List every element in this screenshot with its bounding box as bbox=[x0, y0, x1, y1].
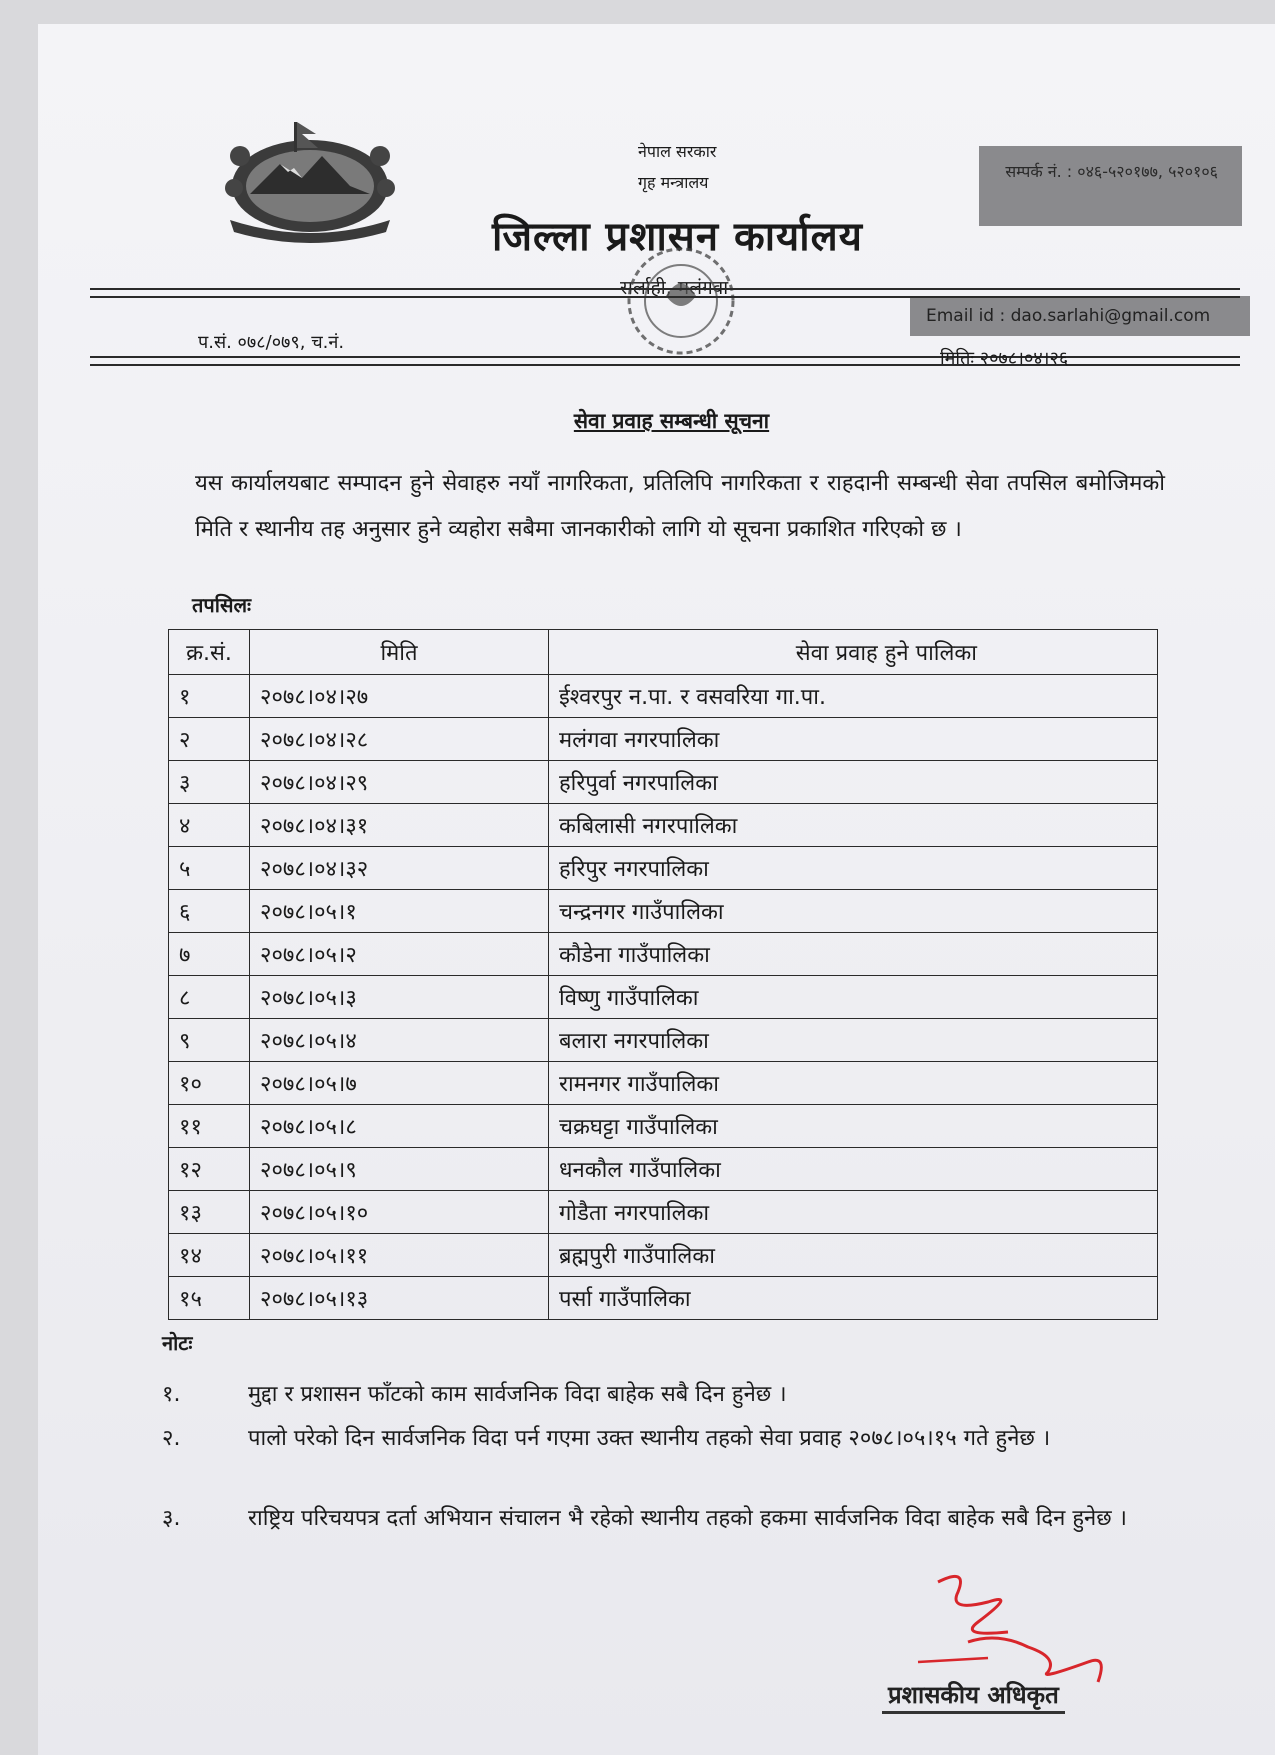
serial-cell: ९ bbox=[169, 1019, 250, 1062]
serial-cell: ६ bbox=[169, 890, 250, 933]
municipality-cell: हरिपुर नगरपालिका bbox=[549, 847, 1158, 890]
date-cell: २०७८।०५।८ bbox=[250, 1105, 549, 1148]
municipality-cell: चक्रघट्टा गाउँपालिका bbox=[549, 1105, 1158, 1148]
table-row bbox=[169, 933, 1158, 976]
notice-title: सेवा प्रवाह सम्बन्धी सूचना bbox=[573, 409, 770, 433]
municipality-cell: धनकौल गाउँपालिका bbox=[549, 1148, 1158, 1191]
table-row bbox=[169, 761, 1158, 804]
header-municipality: सेवा प्रवाह हुने पालिका bbox=[549, 630, 1158, 675]
notice-heading bbox=[38, 407, 1275, 435]
table-row bbox=[169, 1191, 1158, 1234]
table-row bbox=[169, 1019, 1158, 1062]
municipality-cell: चन्द्रनगर गाउँपालिका bbox=[549, 890, 1158, 933]
email-box: Email id : dao.sarlahi@gmail.com bbox=[910, 296, 1250, 336]
note-number: २. bbox=[162, 1426, 181, 1451]
serial-cell: १३ bbox=[169, 1191, 250, 1234]
municipality-cell: बलारा नगरपालिका bbox=[549, 1019, 1158, 1062]
municipality-cell: ईश्वरपुर न.पा. र वसवरिया गा.पा. bbox=[549, 675, 1158, 718]
details-label: तपसिलः bbox=[192, 593, 252, 617]
municipality-cell: रामनगर गाउँपालिका bbox=[549, 1062, 1158, 1105]
note-text: मुद्दा र प्रशासन फाँटको काम सार्वजनिक विदा बाहेक सबै दिन हुनेछ । bbox=[248, 1382, 787, 1407]
table-row bbox=[169, 675, 1158, 718]
date-cell: २०७८।०५।३ bbox=[250, 976, 549, 1019]
serial-cell: ७ bbox=[169, 933, 250, 976]
office-seal-icon bbox=[616, 236, 746, 366]
serial-cell: ४ bbox=[169, 804, 250, 847]
notes-label: नोटः bbox=[162, 1331, 193, 1355]
table-header-row bbox=[169, 630, 1158, 675]
municipality-cell: मलंगवा नगरपालिका bbox=[549, 718, 1158, 761]
note-item bbox=[162, 1376, 1142, 1414]
date-cell: २०७८।०५।२ bbox=[250, 933, 549, 976]
table-row bbox=[169, 976, 1158, 1019]
serial-cell: ३ bbox=[169, 761, 250, 804]
note-number: ३. bbox=[162, 1506, 181, 1531]
date-cell: २०७८।०५।४ bbox=[250, 1019, 549, 1062]
note-text: पालो परेको दिन सार्वजनिक विदा पर्न गएमा उक्त स्थानीय तहको सेवा प्रवाह २०७८।०५।१५ गते हुनेछ । bbox=[248, 1426, 1051, 1451]
header-rule-upper bbox=[90, 296, 1240, 298]
date-cell: २०७८।०४।२९ bbox=[250, 761, 549, 804]
municipality-cell: पर्सा गाउँपालिका bbox=[549, 1277, 1158, 1320]
serial-cell: १२ bbox=[169, 1148, 250, 1191]
serial-cell: ११ bbox=[169, 1105, 250, 1148]
serial-cell: ८ bbox=[169, 976, 250, 1019]
government-name: नेपाल सरकार bbox=[638, 142, 717, 161]
serial-cell: १० bbox=[169, 1062, 250, 1105]
note-text: राष्ट्रिय परिचयपत्र दर्ता अभियान संचालन भै रहेको स्थानीय तहको हकमा सार्वजनिक विदा बाहेक सबै दिन हुनेछ । bbox=[248, 1506, 1127, 1531]
table-row bbox=[169, 718, 1158, 761]
note-item bbox=[162, 1500, 1142, 1538]
date-cell: २०७८।०५।७ bbox=[250, 1062, 549, 1105]
municipality-cell: गोडैता नगरपालिका bbox=[549, 1191, 1158, 1234]
municipality-cell: हरिपुर्वा नगरपालिका bbox=[549, 761, 1158, 804]
table-row bbox=[169, 1234, 1158, 1277]
municipality-cell: कौडेना गाउँपालिका bbox=[549, 933, 1158, 976]
table-row bbox=[169, 890, 1158, 933]
serial-cell: ५ bbox=[169, 847, 250, 890]
date-cell: २०७८।०५।१० bbox=[250, 1191, 549, 1234]
table-row bbox=[169, 1277, 1158, 1320]
date-cell: २०७८।०४।३२ bbox=[250, 847, 549, 890]
header-rule-top bbox=[90, 288, 1240, 290]
note-number: १. bbox=[162, 1382, 181, 1407]
serial-cell: १५ bbox=[169, 1277, 250, 1320]
date-cell: २०७८।०५।९ bbox=[250, 1148, 549, 1191]
notice-date: मितिः २०७८।०४।२६ bbox=[940, 348, 1069, 369]
header-serial: क्र.सं. bbox=[169, 630, 250, 675]
municipality-cell: ब्रह्मपुरी गाउँपालिका bbox=[549, 1234, 1158, 1277]
table-row bbox=[169, 1105, 1158, 1148]
table-row bbox=[169, 804, 1158, 847]
date-cell: २०७८।०४।३१ bbox=[250, 804, 549, 847]
date-cell: २०७८।०५।१३ bbox=[250, 1277, 549, 1320]
header-date: मिति bbox=[250, 630, 549, 675]
nepal-emblem-icon bbox=[210, 116, 410, 246]
office-title: जिल्ला प्रशासन कार्यालय bbox=[492, 214, 863, 260]
date-cell: २०७८।०४।२८ bbox=[250, 718, 549, 761]
serial-cell: २ bbox=[169, 718, 250, 761]
document-page bbox=[38, 24, 1275, 1755]
signatory-designation: प्रशासकीय अधिकृत bbox=[882, 1678, 1065, 1714]
municipality-cell: कबिलासी नगरपालिका bbox=[549, 804, 1158, 847]
serial-cell: १ bbox=[169, 675, 250, 718]
table-row bbox=[169, 1148, 1158, 1191]
date-cell: २०७८।०५।११ bbox=[250, 1234, 549, 1277]
contact-number-box: सम्पर्क नं. : ०४६-५२०१७७, ५२०१०६ bbox=[979, 146, 1242, 226]
serial-cell: १४ bbox=[169, 1234, 250, 1277]
notice-body: यस कार्यालयबाट सम्पादन हुने सेवाहरु नयाँ नागरिकता, प्रतिलिपि नागरिकता र राहदानी सम्बन्धी सेवा तपसिल बमोजिमको मिति र स्थानीय तह अनुसार हुने व्यहोरा सबैमा जानकारीको लागि यो सूचना प्रकाशित गरिएको छ । bbox=[195, 471, 1165, 542]
reference-number: प.सं. ०७८/०७९, च.नं. bbox=[198, 332, 345, 353]
date-cell: २०७८।०४।२७ bbox=[250, 675, 549, 718]
date-cell: २०७८।०५।१ bbox=[250, 890, 549, 933]
table-row bbox=[169, 847, 1158, 890]
note-item bbox=[162, 1420, 1142, 1458]
service-schedule-table bbox=[168, 629, 1158, 1320]
ministry-name: गृह मन्त्रालय bbox=[638, 173, 709, 192]
municipality-cell: विष्णु गाउँपालिका bbox=[549, 976, 1158, 1019]
table-row bbox=[169, 1062, 1158, 1105]
